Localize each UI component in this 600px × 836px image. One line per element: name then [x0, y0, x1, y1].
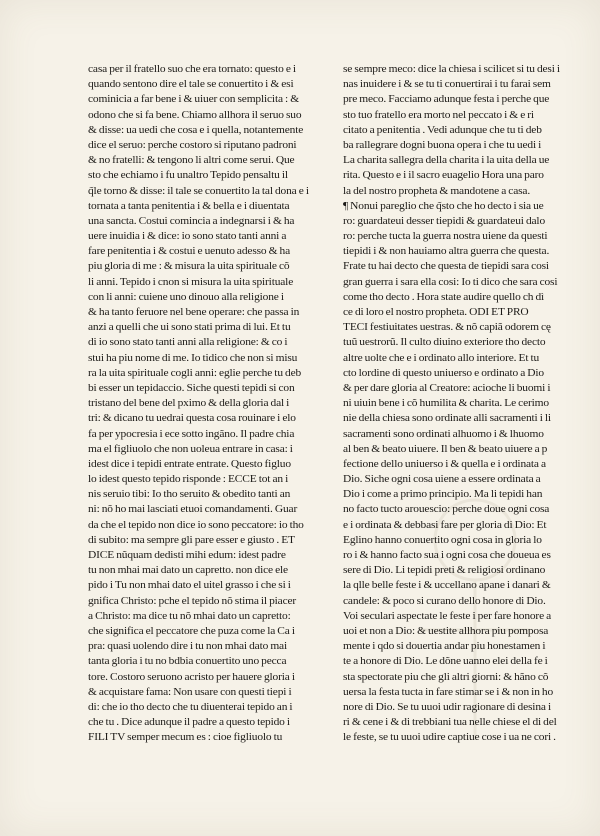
text-line: piu gloria di me : & misura la uita spirituale cõ: [88, 261, 290, 273]
text-line: DICE nũquam dedisti mihi edum: idest padre: [88, 550, 286, 561]
text-line: sto tuo fratello era morto nel peccato i & e ri: [343, 109, 534, 121]
text-line: ce di loro el nostro propheta. ODI ET PRO: [343, 307, 529, 318]
text-line: la del nostro propheta & mandotene a casa.: [343, 185, 531, 197]
text-line: tuũ uestrorũ. Il culto diuino exteriore tho decto: [343, 337, 546, 349]
text-line: FILI TV semper mecum es : cioe figliuolo tu: [88, 732, 283, 744]
text-line: lo idest questo tepido risponde : ECCE tot an i: [88, 474, 289, 486]
text-line: mente i qdo si douertia andar piu honestamen i: [343, 641, 546, 653]
text-line: & no fratelli: & tengono li altri come serui. Que: [88, 155, 295, 167]
text-line: Voi seculari aspectate le feste i per fare honore a: [343, 610, 552, 622]
text-line: nas inuidere i & se tu ti conuertirai i tu farai sem: [343, 79, 551, 91]
text-line: sacramenti sono ordinati alhuomo i & lhuomo: [343, 428, 544, 440]
text-line: quando sentono dire el tale se conuertito i & esi: [88, 79, 294, 91]
text-line: ro i & hanno facto sua i ogni cosa che doueua es: [343, 550, 551, 561]
text-line: nore di Dio. Se tu uuoi udir ragionare di desina i: [343, 701, 551, 713]
text-line: uoi et non a Dio: & uestite allhora piu pomposa: [343, 625, 549, 637]
text-line: ri & cene i & di trebbiani tua nelle chiese el di del: [343, 717, 557, 729]
text-line: sta spectorate piu che gli altri giorni: & hãno cõ: [343, 671, 549, 683]
text-line: fectione dello uniuerso i & quella e i ordinata a: [343, 458, 546, 470]
text-line: ¶ Nonui pareglio che q̃sto che ho decto i sia ue: [343, 200, 544, 212]
text-line: di subito: ma sempre gli pare esser e giusto . ET: [88, 534, 295, 546]
text-line: tore. Costoro seruono acristo per hauere gloria i: [88, 671, 295, 683]
text-line: tri: & dicano tu uedrai questa cosa rouinare i elo: [88, 413, 296, 425]
text-line: nie della chiesa sono ordinate alli sacramenti i li: [343, 413, 551, 425]
text-line: che significa el peccatore che puza come la Ca i: [88, 625, 295, 637]
text-line: e i ordinata & debbasi fare per gloria di Dio: Et: [343, 519, 547, 531]
text-line: stui ha piu nome di me. Io tidico che non si misu: [88, 352, 298, 364]
text-line: sto che echiamo i fu unaltro Tepido pensaltu il: [88, 170, 288, 182]
text-line: le feste, se tu uuoi udire captiue cose i ua ne cori .: [343, 732, 556, 744]
text-line: Eglino hanno conuertito ogni cosa in gloria lo: [343, 534, 542, 546]
text-line: anzi a quelli che ui sono stati prima di lui. Et tu: [88, 322, 291, 334]
text-line: a Christo: ma dice tu nõ mhai dato un capretto:: [88, 610, 291, 622]
text-line: fare penitentia i & costui e uenuto adesso & ha: [88, 246, 290, 258]
right-text-column: [343, 62, 587, 745]
text-line: q̃le torno & disse: il tale se conuertito la tal dona e i: [88, 185, 309, 197]
text-line: al ben & beato uiuere. Il ben & beato uiuere a p: [343, 443, 548, 455]
text-line: la qlle belle feste i & uccellano apane i danari &: [343, 580, 551, 592]
text-line: Frate tu hai decto che questa de tiepidi sara cosi: [343, 261, 549, 273]
text-line: tanta gloria i tu no bdbia conuertito uno pecca: [88, 656, 287, 668]
text-line: altre uolte che e i ordinato allo interiore. Et tu: [343, 352, 540, 364]
text-line: & ha tanto feruore nel bene operare: che passa in: [88, 307, 300, 318]
text-line: Dio i come a primo principio. Ma li tepidi han: [343, 489, 543, 501]
text-line: uere inuidia i & dice: io sono stato tanti anni a: [88, 231, 287, 243]
text-line: di io sono stato tanti anni alla religione: & co i: [88, 337, 288, 349]
text-line: rita. Questo e i il sacro euagelio Hora una paro: [343, 170, 544, 182]
text-line: che tu . Dice adunque il padre a questo tepido i: [88, 717, 290, 729]
text-line: candele: & poco si curano dello honore di Dio.: [343, 595, 546, 607]
text-line: come tho decto . Hora state audire quello ch dì: [343, 291, 545, 303]
text-line: ba rallegrare dogni buona opera i che tu uedi i: [343, 139, 542, 151]
text-line: cominicia a far bene i & uiuer con semplicita : &: [88, 94, 299, 106]
text-line: & per dare gloria al Creatore: acioche li buomi i: [343, 382, 551, 394]
text-line: te a honore di Dio. Le dõne uanno elei della fe i: [343, 656, 548, 668]
text-line: tu non mhai mai dato un capretto. non dice ele: [88, 565, 288, 577]
text-line: TECI festiuitates uestras. & nõ capiã odorem cę: [343, 322, 551, 334]
text-line: idest dice i tepidi entrate entrate. Questo figluo: [88, 458, 291, 470]
text-line: gran guerra i sara ella cosi: Io ti dico che sara cosi: [343, 276, 558, 288]
text-line: no facto tucto arouescio: perche doue ogni cosa: [343, 504, 550, 516]
text-line: ra la uita spirituale cogli anni: eglie perche tu deb: [88, 367, 302, 379]
text-line: fa per ypocresia i ece sotto ingãno. Il padre chia: [88, 428, 295, 440]
text-line: li anni. Tepido i cnon si misura la uita spirituale: [88, 276, 294, 288]
text-line: odono che si fa bene. Chiamo allhora il seruo suo: [88, 109, 302, 121]
text-line: ro: perche tucta la guerra nostra uiene da questi: [343, 231, 548, 243]
text-line: ma el figliuolo che non uoleua entrare in casa: i: [88, 443, 293, 455]
text-line: dice el seruo: perche costoro si riputano padroni: [88, 139, 297, 151]
text-line: una sancta. Costui comincia a indegnarsi i & ha: [88, 215, 295, 227]
text-line: da che el tepido non dice io sono peccatore: io tho: [88, 519, 304, 531]
text-line: tornata a tanta penitentia i & bella e i diuentata: [88, 200, 290, 212]
text-line: pra: quasi uolendo dire i tu non mhai dato mai: [88, 641, 287, 653]
text-line: ro: guardateui desser tiepidi & guardateui dalo: [343, 215, 546, 227]
text-line: pido i Tu non mhai dato el uitel grasso i che si i: [88, 580, 291, 592]
text-line: La charita sallegra della charita i la uita della ue: [343, 155, 550, 167]
text-line: pre meco. Facciamo adunque festa i perche que: [343, 94, 550, 106]
text-line: bi esser un tepidaccio. Siche questi tepidi si con: [88, 382, 295, 394]
text-line: nis seruio tibi: Io tho seruito & obedito tanti an: [88, 489, 291, 501]
text-line: uersa la festa tucta in fare stimar se i & non in ho: [343, 686, 554, 698]
text-line: di: che io tho decto che tu diuenterai tepido an i: [88, 701, 293, 713]
text-line: tristano del bene del pximo & della gloria dal i: [88, 398, 290, 410]
text-line: ni uiuin bene i cõ humilita & charita. Le cerimo: [343, 398, 549, 410]
text-line: ni: nõ ho mai lasciati etuoi comandamenti. Guar: [88, 504, 298, 516]
text-line: cto lordine di questo uniuerso e ordinato a Dio: [343, 367, 544, 379]
text-line: con li anni: cuiene uno dinouo alla religione i: [88, 291, 284, 303]
text-line: casa per il fratello suo che era tornato: questo e i: [88, 64, 296, 75]
text-line: tiepidi i & non hauiamo altra guerra che questa.: [343, 246, 550, 258]
text-line: gnifica Christo: pche el tepido nõ stima il piacer: [88, 595, 297, 607]
text-line: sere di Dio. Li tepidi preti & religiosi ordinano: [343, 565, 546, 577]
text-line: citato a penitentia . Vedi adunque che tu ti deb: [343, 124, 542, 136]
text-line: se sempre meco: dice la chiesa i scilicet si tu desi i: [343, 64, 560, 75]
text-line: & disse: ua uedi che cosa e i quella, notantemente: [88, 124, 304, 136]
left-text-column: [88, 62, 328, 745]
text-line: Dio. Siche ogni cosa uiene a essere ordinata a: [343, 474, 541, 486]
text-line: & acquistare fama: Non usare con questi tiepi i: [88, 686, 292, 698]
